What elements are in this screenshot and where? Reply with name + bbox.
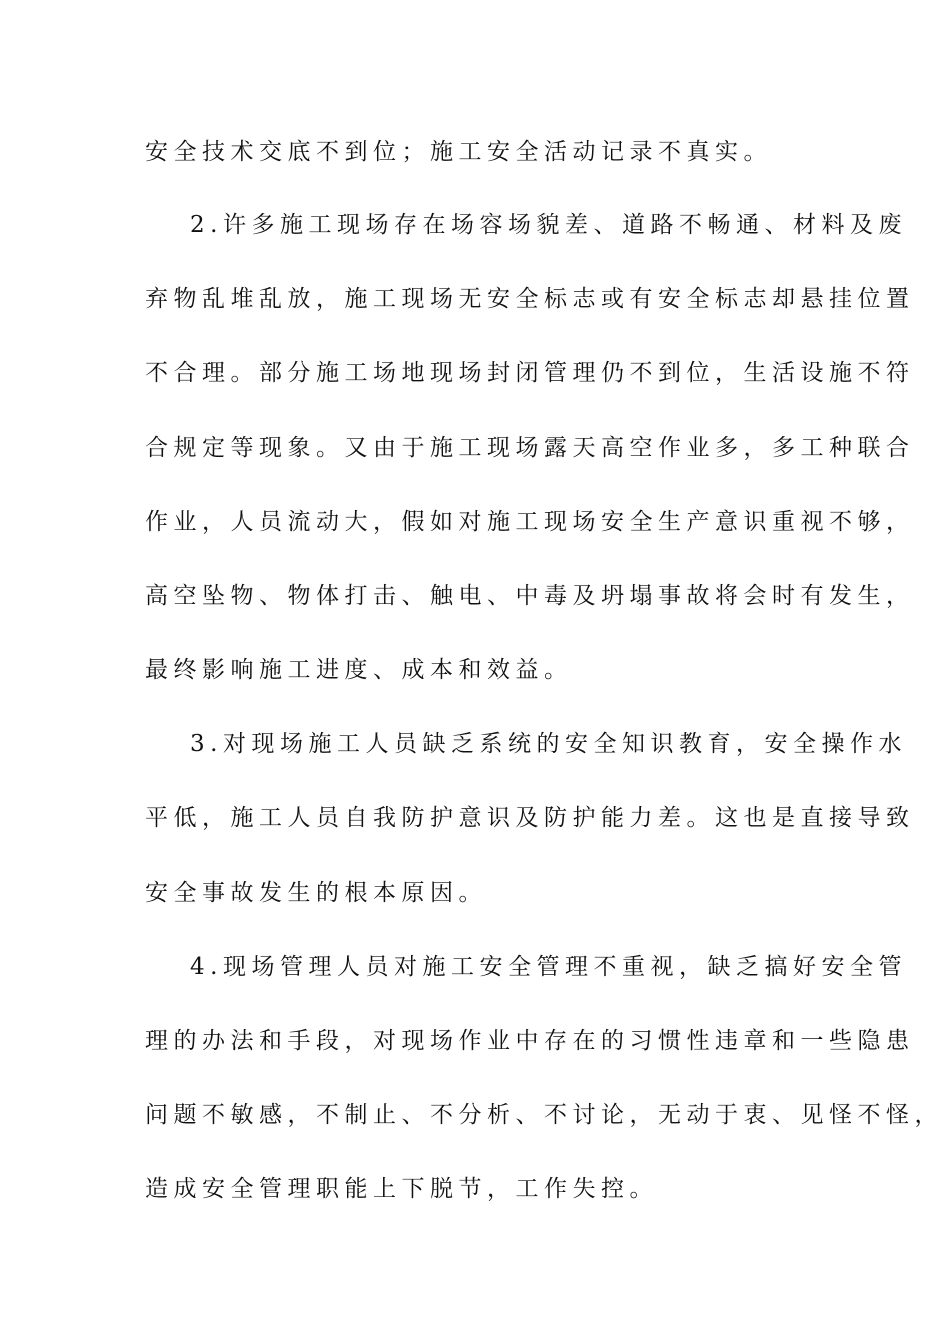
text-line: 平低，施工人员自我防护意识及防护能力差。这也是直接导致 xyxy=(145,805,915,831)
paragraph-2-first-line: 2.许多施工现场存在场容场貌差、道路不畅通、材料及废 xyxy=(190,212,907,238)
paragraph-3-first-line: 3.对现场施工人员缺乏系统的安全知识教育，安全操作水 xyxy=(190,731,907,757)
text-line: 作业，人员流动大，假如对施工现场安全生产意识重视不够， xyxy=(145,509,915,535)
text-line: 造成安全管理职能上下脱节，工作失控。 xyxy=(145,1176,658,1202)
text-line: 安全事故发生的根本原因。 xyxy=(145,880,487,906)
paragraph-4-first-line: 4.现场管理人员对施工安全管理不重视，缺乏搞好安全管 xyxy=(190,954,907,980)
text-line: 弃物乱堆乱放，施工现场无安全标志或有安全标志却悬挂位置 xyxy=(145,286,915,312)
text-line: 合规定等现象。又由于施工现场露天高空作业多，多工种联合 xyxy=(145,435,915,461)
text-line: 最终影响施工进度、成本和效益。 xyxy=(145,657,573,683)
text-line: 高空坠物、物体打击、触电、中毒及坍塌事故将会时有发生， xyxy=(145,583,915,609)
text-line: 问题不敏感，不制止、不分析、不讨论，无动于衷、见怪不怪， xyxy=(145,1102,943,1128)
text-line: 安全技术交底不到位；施工安全活动记录不真实。 xyxy=(145,139,772,165)
text-line: 不合理。部分施工场地现场封闭管理仍不到位，生活设施不符 xyxy=(145,360,915,386)
text-line: 理的办法和手段，对现场作业中存在的习惯性违章和一些隐患 xyxy=(145,1028,915,1054)
